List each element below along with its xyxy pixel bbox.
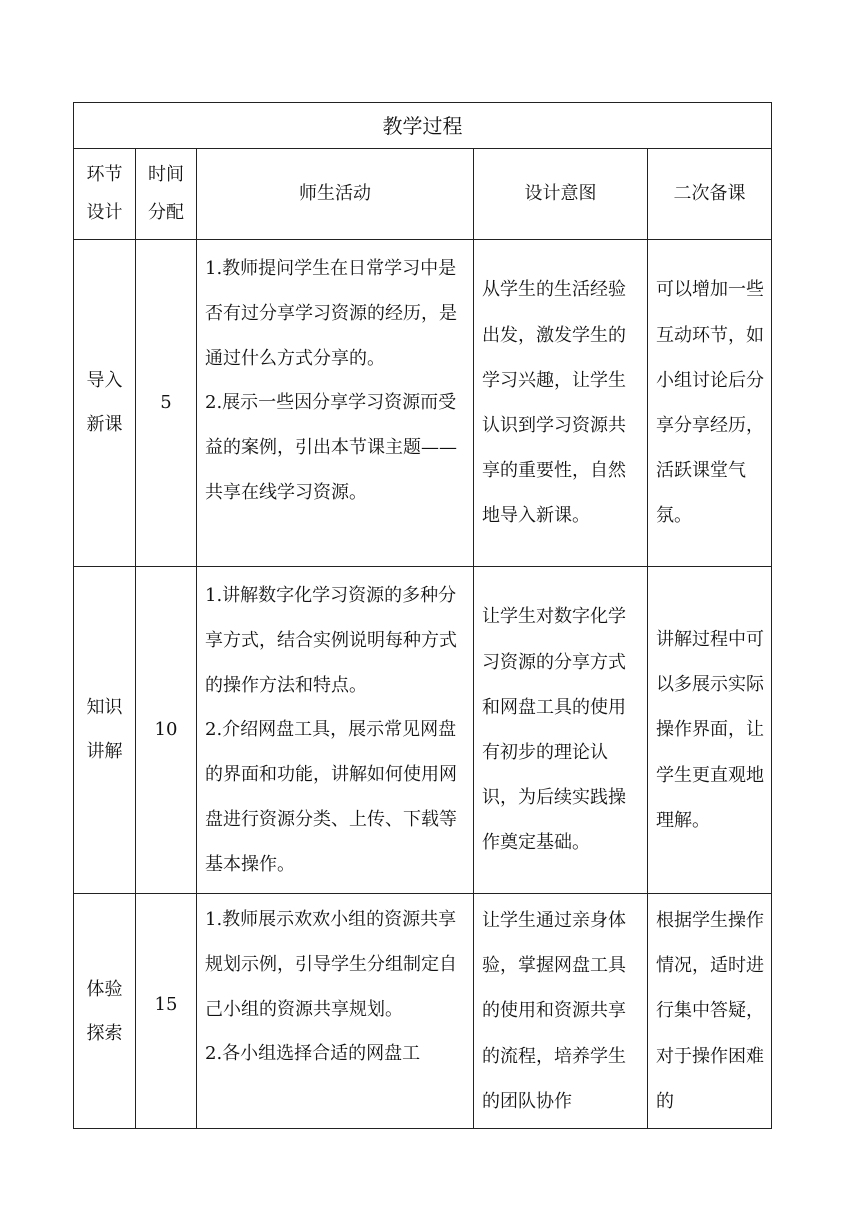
activity-cell: [197, 567, 474, 894]
stage-line1: 知识: [86, 697, 123, 718]
intent-cell: [474, 567, 648, 894]
header-row: [74, 149, 772, 240]
activity-cell: [197, 240, 474, 567]
stage-line1: 体验: [86, 979, 123, 1000]
header-time-line2: 分配: [148, 202, 184, 223]
time-cell: [136, 894, 197, 1129]
table-title: 教学过程: [74, 103, 772, 149]
activity-item: 2.展示一些因分享学习资源而受益的案例，引出本节课主题——共享在线学习资源。: [205, 392, 457, 503]
intent-text: 让学生通过亲身体验，掌握网盘工具的使用和资源共享的流程，培养学生的团队协作: [482, 910, 626, 1112]
header-notes: 二次备课: [648, 149, 772, 240]
stage-line2: 讲解: [86, 741, 123, 762]
header-stage-line1: 环节: [86, 164, 123, 185]
notes-cell: [648, 567, 772, 894]
intent-text: 让学生对数字化学习资源的分享方式和网盘工具的使用有初步的理论认识，为后续实践操作奠定基础。: [482, 606, 626, 854]
notes-text: 可以增加一些互动环节，如小组讨论后分享分享经历，活跃课堂气氛。: [656, 279, 764, 527]
notes-cell: [648, 240, 772, 567]
activity-item: 2.介绍网盘工具，展示常见网盘的界面和功能，讲解如何使用网盘进行资源分类、上传、下载等基本操作。: [205, 719, 457, 875]
stage-cell: [74, 567, 136, 894]
notes-text: 讲解过程中可以多展示实际操作界面，让学生更直观地理解。: [656, 628, 764, 831]
teaching-process-table: [73, 102, 772, 1129]
header-stage: [74, 149, 136, 240]
notes-cell: [648, 894, 772, 1129]
table-row: [74, 240, 772, 567]
intent-text: 从学生的生活经验出发，激发学生的学习兴趣，让学生认识到学习资源共享的重要性，自然地导入新课。: [482, 279, 626, 527]
table-row: [74, 567, 772, 894]
intent-cell: [474, 240, 648, 567]
notes-text: 根据学生操作情况，适时进行集中答疑，对于操作困难的: [656, 910, 764, 1112]
time-cell: 5: [136, 240, 197, 567]
table-row: [74, 894, 772, 1129]
header-intent: 设计意图: [474, 149, 648, 240]
stage-line2: 探索: [86, 1023, 123, 1044]
header-activity: 师生活动: [197, 149, 474, 240]
table-title-row: [74, 103, 772, 149]
stage-cell: [74, 894, 136, 1129]
header-time: [136, 149, 197, 240]
activity-item: 2.各小组选择合适的网盘工: [205, 1043, 421, 1065]
stage-line1: 导入: [86, 370, 123, 391]
time-cell: 10: [136, 567, 197, 894]
intent-cell: [474, 894, 648, 1129]
header-time-line1: 时间: [148, 164, 184, 185]
activity-item: 1.教师展示欢欢小组的资源共享规划示例，引导学生分组制定自己小组的资源共享规划。: [205, 909, 457, 1020]
activity-item: 1.讲解数字化学习资源的多种分享方式，结合实例说明每种方式的操作方法和特点。: [205, 585, 457, 696]
stage-line2: 新课: [86, 414, 123, 435]
time-value: 15: [154, 994, 178, 1015]
activity-item: 1.教师提问学生在日常学习中是否有过分享学习资源的经历，是通过什么方式分享的。: [205, 258, 457, 369]
stage-cell: [74, 240, 136, 567]
header-stage-line2: 设计: [86, 202, 123, 223]
activity-cell: [197, 894, 474, 1129]
